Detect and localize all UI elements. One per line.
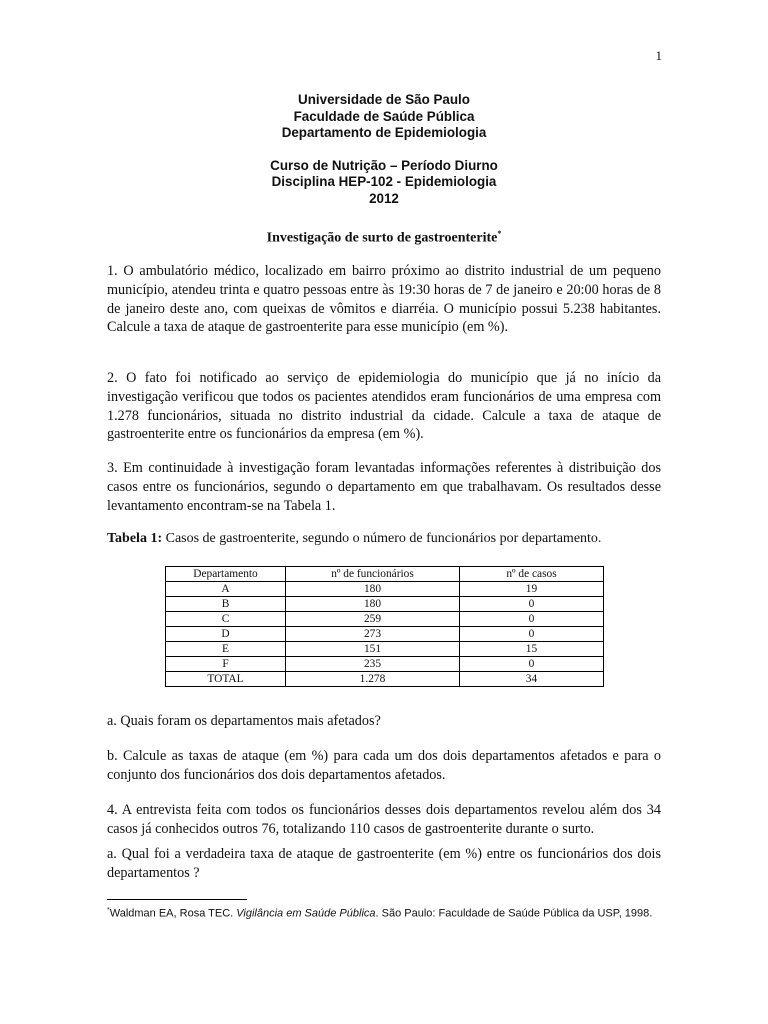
table-row [166,627,604,642]
question-2: 2. O fato foi notificado ao serviço de epidemiologia do município que já no início da investigação verificou que todos os pacientes atendidos eram funcionários de uma empresa com 1.278 funcionários, situada no distrito industrial da cidade. Calcule a taxa de ataque de gastroenterite entre os funcionários da empresa (em %). [107,370,661,443]
university-name: Universidade de São Paulo [298,92,470,107]
table-cell: 235 [286,657,460,672]
footnote-marker: * [497,229,502,238]
table-cell: 259 [286,612,460,627]
question-3a: a. Quais foram os departamentos mais afetados? [107,713,381,729]
footnote-book-title: Vigilância em Saúde Pública [236,907,376,920]
footnote-publisher: . São Paulo: Faculdade de Saúde Pública da USP, 1998. [375,907,653,920]
footnote-divider [107,899,247,900]
table-cell: F [166,657,286,672]
table-row [166,612,604,627]
table-row [166,657,604,672]
column-header: nº de funcionários [286,567,460,582]
table-cell: B [166,597,286,612]
page-number: 1 [655,48,662,63]
document-header [0,92,768,207]
table-cell: 34 [460,672,604,687]
table-cell: 180 [286,582,460,597]
question-1: 1. O ambulatório médico, localizado em bairro próximo ao distrito industrial de um pequeno município, atendeu trinta e quatro pessoas entre às 19:30 horas de 7 de janeiro e 20:00 horas de 8 de janeiro deste ano, com queixas de vômitos e diarréia. O município possui 5.238 habitantes. Calcule a taxa de ataque de gastroenterite para esse município (em %). [107,263,661,336]
table-cell: 19 [460,582,604,597]
year: 2012 [369,190,399,206]
exercise-title [0,229,768,247]
footnote-mark: * [107,907,110,914]
cases-table [165,566,604,687]
footnote-authors: Waldman EA, Rosa TEC. [109,907,237,920]
table-cell: 1.278 [286,672,460,687]
table-cell: 0 [460,627,604,642]
table-total-row [166,672,604,687]
table-cell: 151 [286,642,460,657]
table-cell: 0 [460,612,604,627]
question-3b: b. Calcule as taxas de ataque (em %) para cada um dos dois departamentos afetados e para o conjunto dos funcionários dos dois departamentos afetados. [107,748,661,783]
footnote [107,904,667,921]
table-cell: C [166,612,286,627]
table-row [166,642,604,657]
course-name: Curso de Nutrição – Período Diurno [270,157,498,173]
question-4: 4. A entrevista feita com todos os funcionários desses dois departamentos revelou além dos 34 casos já conhecidos outros 76, totalizando 110 casos de gastroenterite durante o surto. [107,802,661,837]
question-4a: a. Qual foi a verdadeira taxa de ataque de gastroenterite (em %) entre os funcionários dos dois departamentos ? [107,846,661,881]
table-cell: 15 [460,642,604,657]
table-caption-label: Tabela 1: [107,531,163,546]
table-row [166,597,604,612]
table-cell: 273 [286,627,460,642]
table-cell: 180 [286,597,460,612]
exercise-title-text: Investigação de surto de gastroenterite [266,230,498,246]
discipline-name: Disciplina HEP-102 - Epidemiologia [271,174,497,189]
table-cell: E [166,642,286,657]
table-header-row [166,567,604,582]
question-3: 3. Em continuidade à investigação foram levantadas informações referentes à distribuição dos casos entre os funcionários, segundo o departamento em que trabalhavam. Os resultados desse levantamento encontram-se na Tabela 1. [107,460,661,514]
table-cell: 0 [460,657,604,672]
table-cell: TOTAL [166,672,286,687]
faculty-name: Faculdade de Saúde Pública [293,108,475,124]
table-cell: 0 [460,597,604,612]
column-header: nº de casos [460,567,604,582]
table-cell: D [166,627,286,642]
table-caption-text: Casos de gastroenterite, segundo o número de funcionários por departamento. [162,531,602,546]
column-header: Departamento [166,567,286,582]
table-cell: A [166,582,286,597]
table-caption [107,530,667,548]
table-row [166,582,604,597]
department-name: Departamento de Epidemiologia [281,125,487,140]
